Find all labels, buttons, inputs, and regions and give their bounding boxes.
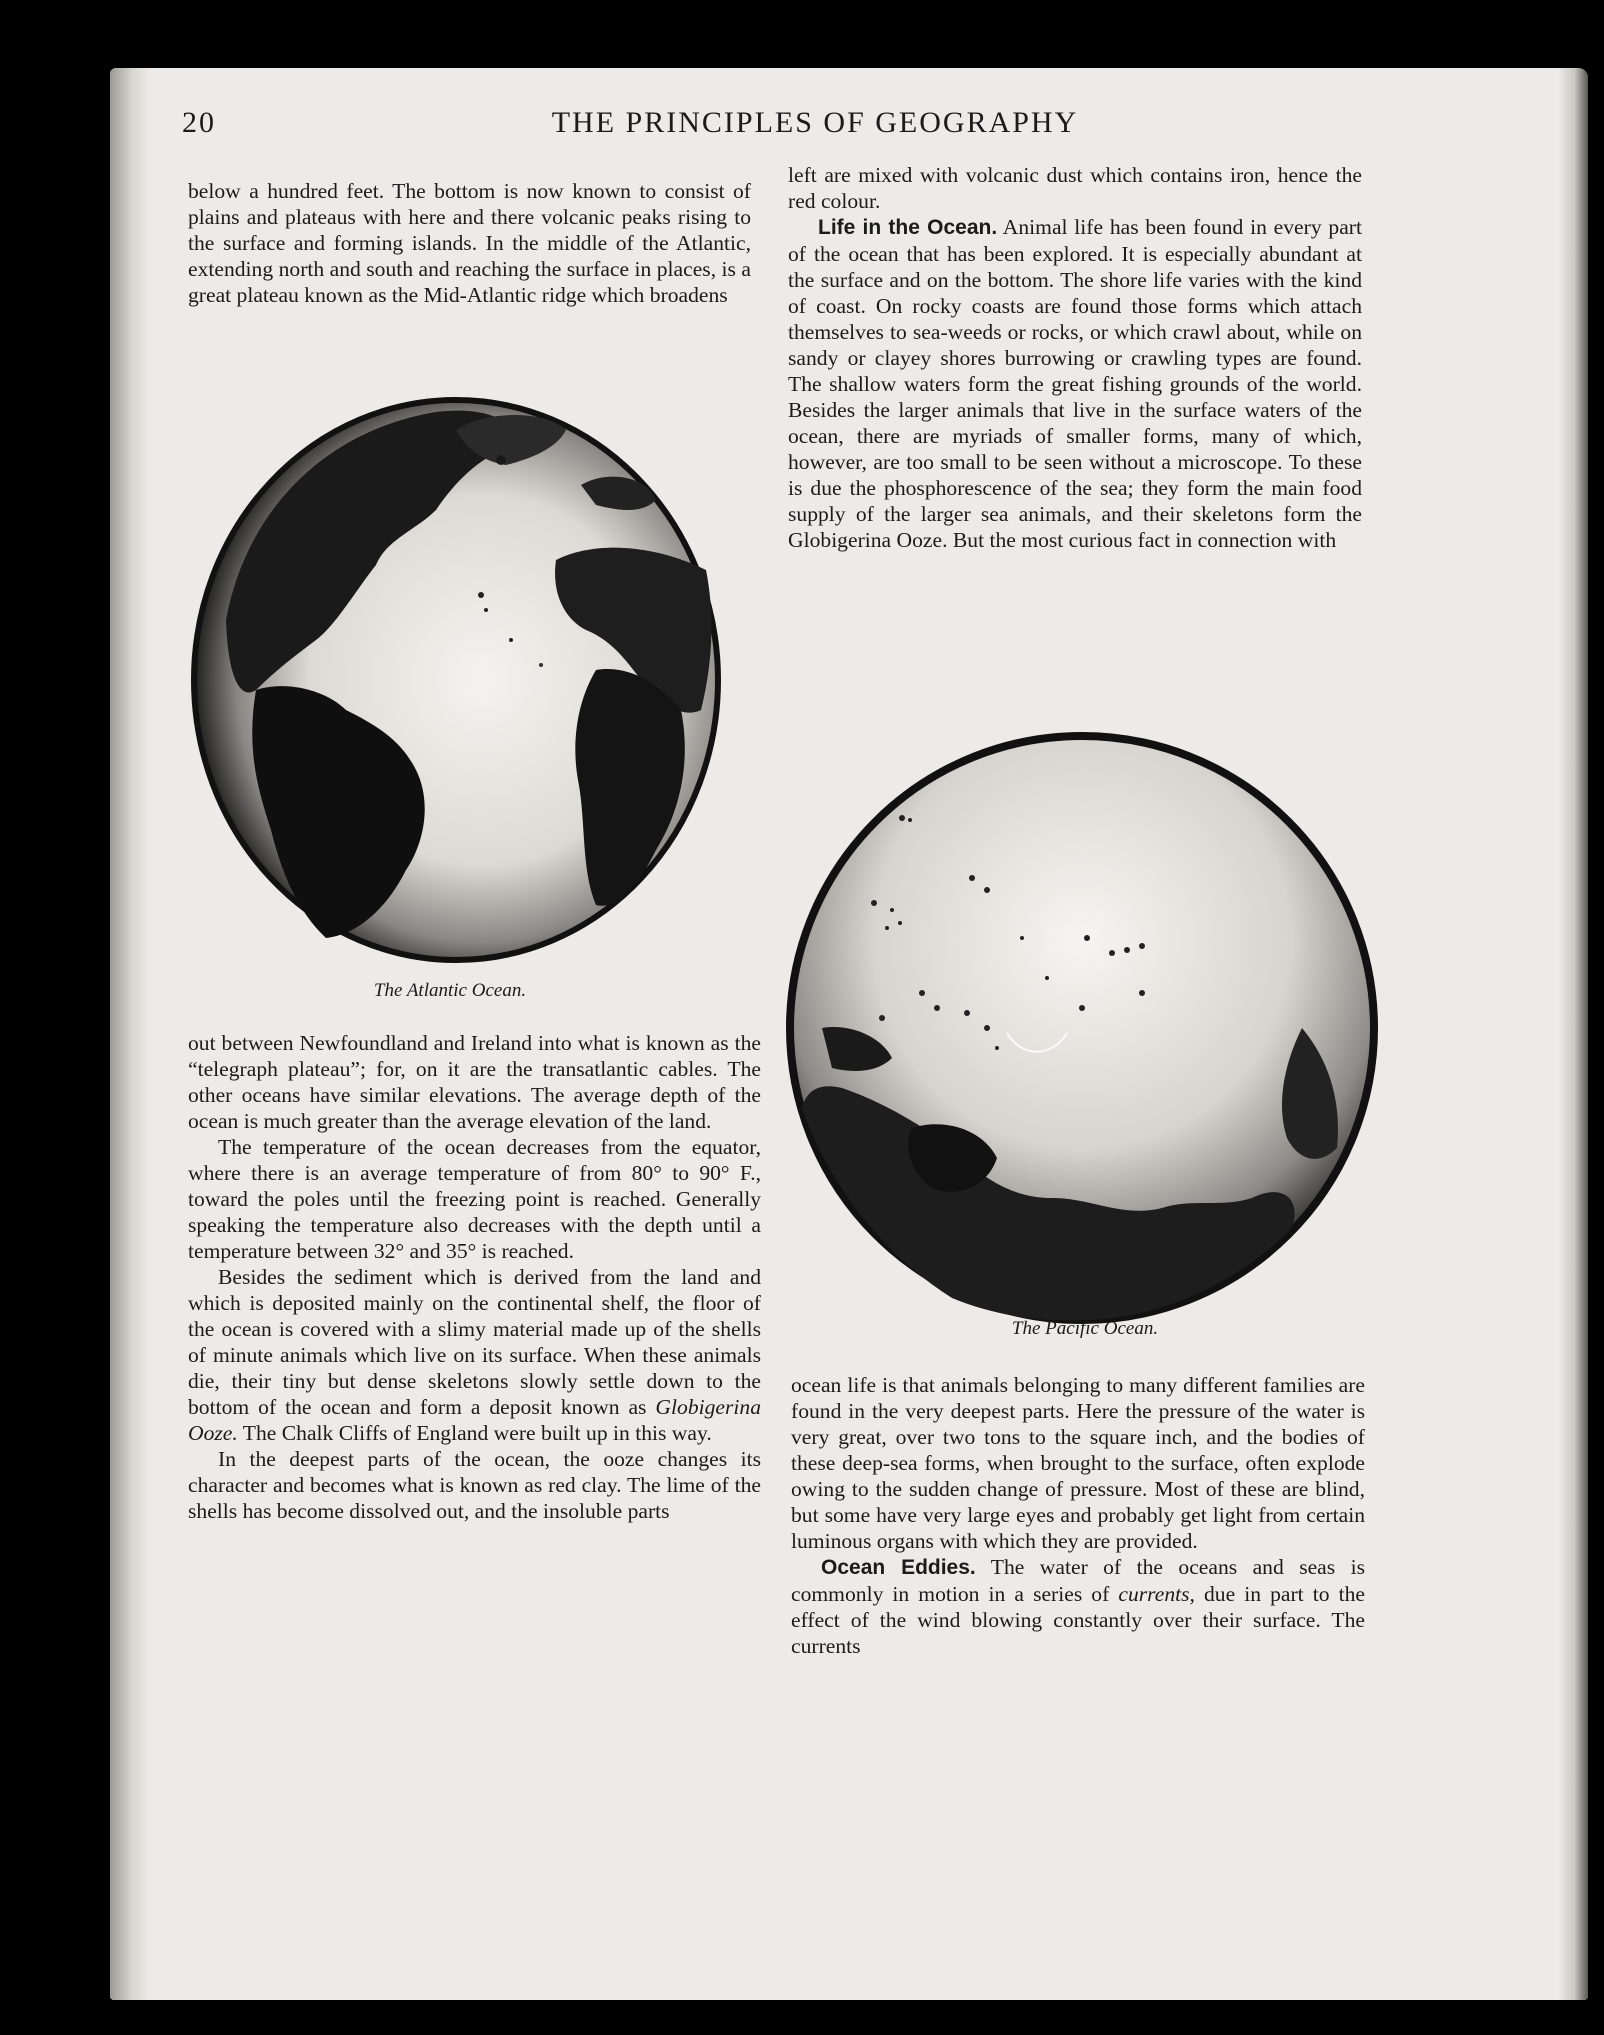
paragraph: below a hundred feet. The bottom is now known to consist of plains and plateaus with here and there volcanic peaks rising to the surface and forming islands. In the middle of the Atlantic, extending north and south and reaching the surface in places, is a great plateau known as the Mid-Atlantic ridge which broadens — [188, 179, 751, 307]
page-number: 20 — [182, 106, 216, 139]
paragraph-text: due in part to the effect of the wind blowing constantly over their surface. The currents — [791, 1582, 1365, 1658]
page-header — [182, 106, 1448, 154]
paragraph — [791, 1554, 1365, 1659]
left-column-bottom — [188, 1030, 761, 1524]
page-gutter-left — [110, 68, 150, 2000]
currents-term: currents, — [1118, 1582, 1195, 1606]
paragraph: The temperature of the ocean decreases from the equator, where there is an average temperature of from 80° to 90° F., toward the poles until the freezing point is reached. Generally speaking the temperature also decreases with the depth until a temperature between 32° and 35° is reached. — [188, 1135, 761, 1263]
paragraph-text: The water of the oceans and seas is commonly in motion in a series of — [791, 1555, 1365, 1606]
paragraph: out between Newfoundland and Ireland into what is known as the “telegraph plateau”; for, on it are the transatlantic cables. The other oceans have similar elevations. The average depth of the ocean is much greater than the average elevation of the land. — [188, 1031, 761, 1133]
paragraph: left are mixed with volcanic dust which contains iron, hence the red colour. — [788, 163, 1362, 213]
atlantic-globe-figure — [186, 390, 726, 970]
running-title: THE PRINCIPLES OF GEOGRAPHY — [551, 106, 1079, 139]
section-heading-life: Life in the Ocean. — [818, 216, 998, 239]
page-gutter-right — [1558, 68, 1588, 2000]
paragraph-text: The Chalk Cliffs of England were built up in this way. — [237, 1421, 712, 1445]
paragraph: ocean life is that animals belonging to many different families are found in the very deepest parts. Here the pressure of the water is very great, over two tons to the square inch, and the bodies of these deep-sea forms, when brought to the surface, often explode owing to the sudden change of pressure. Most of these are blind, but some have very large eyes and probably get light from certain luminous organs with which they are provided. — [791, 1373, 1365, 1553]
section-heading-eddies: Ocean Eddies. — [821, 1556, 976, 1579]
paragraph: In the deepest parts of the ocean, the ooze changes its character and becomes what is known as red clay. The lime of the shells has become dissolved out, and the insoluble parts — [188, 1447, 761, 1523]
left-column-top — [188, 178, 751, 308]
right-column-top — [788, 162, 1362, 553]
globigerina-term: Globigerina Ooze. — [188, 1395, 761, 1445]
pacific-globe-image — [782, 728, 1382, 1328]
pacific-caption: The Pacific Ocean. — [1011, 1318, 1159, 1339]
paragraph — [788, 214, 1362, 553]
paragraph — [188, 1264, 761, 1446]
paragraph-text: Besides the sediment which is derived from the land and which is deposited mainly on the continental shelf, the floor of the ocean is covered with a slimy material made up of the shells of minute animals which live on its surface. When these animals die, their tiny but dense skeletons slowly settle down to the bottom of the ocean and form a deposit known as — [188, 1265, 761, 1419]
atlantic-caption: The Atlantic Ocean. — [373, 980, 527, 1001]
pacific-globe-figure — [782, 728, 1382, 1328]
right-column-bottom — [791, 1372, 1365, 1659]
paragraph-text: Animal life has been found in every part of the ocean that has been explored. It is especially abundant at the surface and on the bottom. The shore life varies with the kind of coast. On rocky coasts are found those forms which attach themselves to sea-weeds or rocks, or which crawl about, while on sandy or clayey shores burrowing or crawling types are found. The shallow waters form the great fishing grounds of the world. Besides the larger animals that live in the surface waters of the ocean, there are myriads of smaller forms, many of which, however, are too small to be seen without a microscope. To these is due the phosphorescence of the sea; they form the main food supply of the larger sea animals, and their skeletons form the Globigerina Ooze. But the most curious fact in connection with — [788, 215, 1362, 552]
atlantic-globe-image — [186, 390, 726, 970]
